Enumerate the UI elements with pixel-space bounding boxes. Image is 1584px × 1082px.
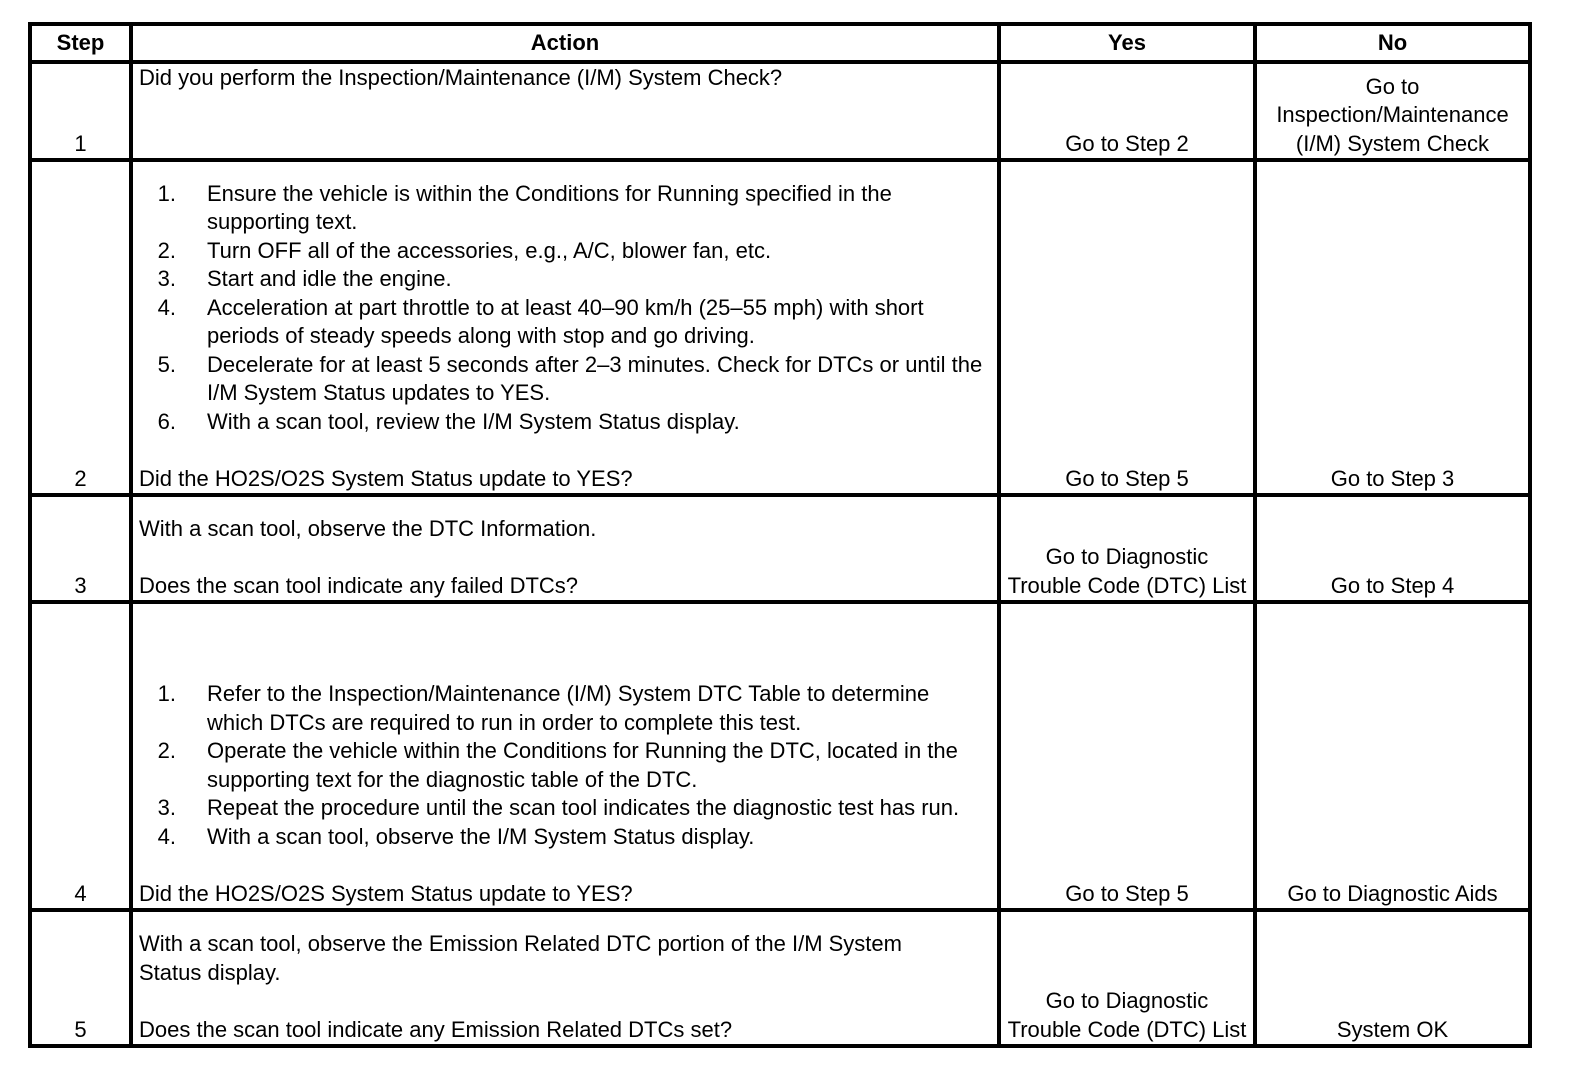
no-cell: Go to Inspection/Maintenance (I/M) System Check: [1255, 62, 1530, 160]
action-intro: With a scan tool, observe the Emission Related DTC portion of the I/M System Status display.: [139, 931, 902, 985]
header-yes: Yes: [999, 24, 1255, 62]
list-item: 3. Repeat the procedure until the scan tool indicates the diagnostic test has run.: [139, 794, 991, 823]
step-number: 1: [30, 62, 131, 160]
header-action: Action: [131, 24, 999, 62]
table-row: [30, 160, 1530, 495]
header-row: [30, 24, 1530, 62]
header-no: No: [1255, 24, 1530, 62]
step-number: 5: [30, 910, 131, 1046]
yes-cell: Go to Step 5: [999, 602, 1255, 910]
list-item-text: Repeat the procedure until the scan tool indicates the diagnostic test has run.: [207, 795, 960, 820]
yes-cell: Go to Step 2: [999, 62, 1255, 160]
yes-cell: Go to Diagnostic Trouble Code (DTC) List: [999, 910, 1255, 1046]
table-row: [30, 602, 1530, 910]
action-question: Did the HO2S/O2S System Status update to YES?: [139, 880, 633, 906]
action-question: Did the HO2S/O2S System Status update to YES?: [139, 465, 633, 491]
action-question: Does the scan tool indicate any Emission Related DTCs set?: [139, 1016, 733, 1042]
procedure-list: [139, 680, 991, 851]
action-cell: [131, 62, 999, 160]
no-cell: Go to Step 3: [1255, 160, 1530, 495]
list-item-text: Refer to the Inspection/Maintenance (I/M) System DTC Table to determine which DTCs are required to run in order to complete this test.: [207, 681, 930, 735]
action-intro: With a scan tool, observe the DTC Information.: [139, 515, 597, 541]
action-question: Did you perform the Inspection/Maintenance (I/M) System Check?: [139, 65, 783, 90]
list-item: 1. Ensure the vehicle is within the Conditions for Running specified in the supporting text.: [139, 180, 991, 237]
no-cell: System OK: [1255, 910, 1530, 1046]
list-item: 1. Refer to the Inspection/Maintenance (I/M) System DTC Table to determine which DTCs are required to run in order to complete this test.: [139, 680, 991, 737]
no-cell: Go to Diagnostic Aids: [1255, 602, 1530, 910]
list-item: 4. Acceleration at part throttle to at least 40–90 km/h (25–55 mph) with short periods of steady speeds along with stop and go driving.: [139, 294, 991, 351]
step-number: 4: [30, 602, 131, 910]
yes-cell: Go to Step 5: [999, 160, 1255, 495]
list-item-text: Turn OFF all of the accessories, e.g., A/C, blower fan, etc.: [207, 237, 772, 263]
procedure-list: [139, 180, 991, 437]
list-item: 4. With a scan tool, observe the I/M System Status display.: [139, 823, 991, 852]
table-row: [30, 495, 1530, 602]
header-step: Step: [30, 24, 131, 62]
no-cell: Go to Step 4: [1255, 495, 1530, 602]
list-item-text: Decelerate for at least 5 seconds after 2–3 minutes. Check for DTCs or until the I/M System Status updates to YES.: [207, 351, 983, 405]
table-row: [30, 62, 1530, 160]
list-item-text: Operate the vehicle within the Conditions for Running the DTC, located in the supporting text for the diagnostic table of the DTC.: [207, 738, 958, 792]
list-item-text: Acceleration at part throttle to at least 40–90 km/h (25–55 mph) with short periods of steady speeds along with stop and go driving.: [207, 294, 924, 348]
table-row: [30, 910, 1530, 1046]
list-item: 2. Turn OFF all of the accessories, e.g., A/C, blower fan, etc.: [139, 237, 991, 266]
list-item-text: Start and idle the engine.: [207, 266, 452, 291]
list-item: 2. Operate the vehicle within the Conditions for Running the DTC, located in the supporting text for the diagnostic table of the DTC.: [139, 737, 991, 794]
list-item-text: With a scan tool, review the I/M System Status display.: [207, 408, 740, 434]
action-cell: [131, 910, 999, 1046]
list-item-text: With a scan tool, observe the I/M System Status display.: [207, 823, 755, 849]
step-number: 2: [30, 160, 131, 495]
list-item: 5. Decelerate for at least 5 seconds after 2–3 minutes. Check for DTCs or until the I/M System Status updates to YES.: [139, 351, 991, 408]
action-cell: [131, 495, 999, 602]
list-item-text: Ensure the vehicle is within the Conditions for Running specified in the supporting text.: [207, 180, 892, 234]
step-number: 3: [30, 495, 131, 602]
action-question: Does the scan tool indicate any failed DTCs?: [139, 572, 579, 598]
list-item: 6. With a scan tool, review the I/M System Status display.: [139, 408, 991, 437]
action-cell: [131, 160, 999, 495]
yes-cell: Go to Diagnostic Trouble Code (DTC) List: [999, 495, 1255, 602]
diagnostic-table: [28, 22, 1532, 1048]
list-item: 3. Start and idle the engine.: [139, 265, 991, 294]
action-cell: [131, 602, 999, 910]
